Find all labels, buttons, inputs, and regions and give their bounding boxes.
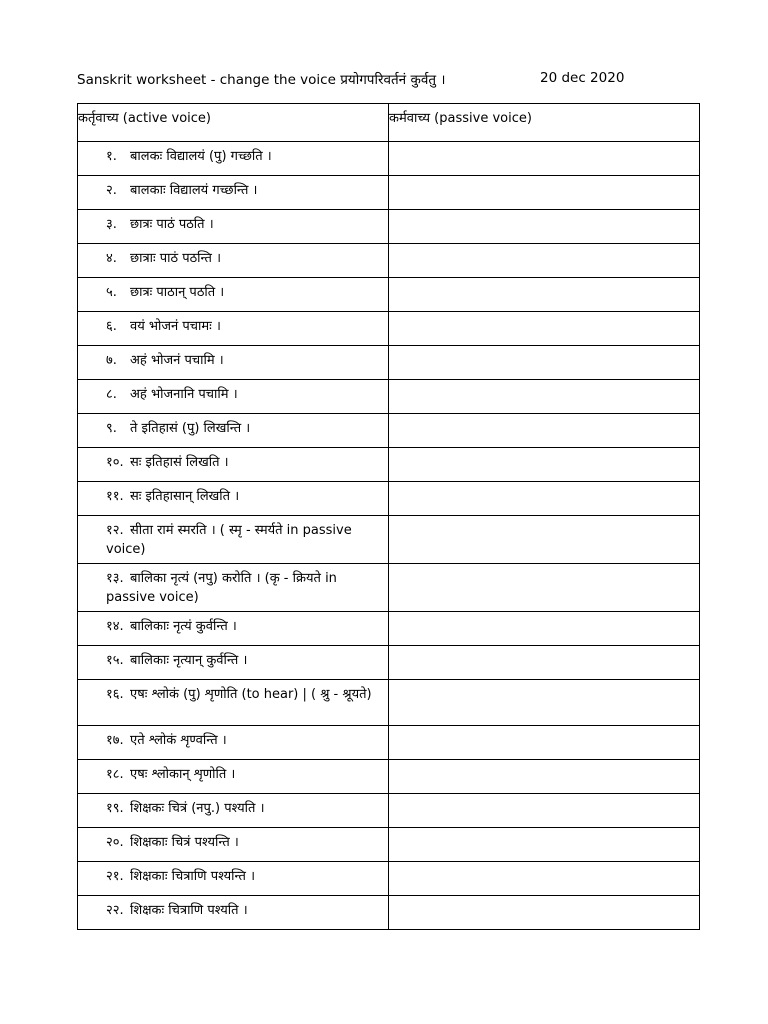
table-row <box>78 896 700 930</box>
question-text: शिक्षकः चित्राणि पश्यति । <box>130 903 248 918</box>
active-voice-cell <box>78 794 389 828</box>
active-voice-cell <box>78 380 389 414</box>
question-text: शिक्षकाः चित्रं पश्यन्ति । <box>130 835 239 850</box>
table-row <box>78 828 700 862</box>
worksheet-date: 20 dec 2020 <box>540 70 625 86</box>
question-text: एषः श्लोकान् शृणोति । <box>130 767 236 782</box>
question-number: ६. <box>106 319 117 334</box>
table-row <box>78 312 700 346</box>
question-text: सः इतिहासान् लिखति । <box>130 489 240 504</box>
question-text: ते इतिहासं (पु) लिखन्ति । <box>130 421 251 436</box>
question-text: सः इतिहासं लिखति । <box>130 455 229 470</box>
table-row <box>78 278 700 312</box>
active-voice-cell <box>78 142 389 176</box>
passive-voice-answer-cell[interactable] <box>389 414 700 448</box>
passive-voice-answer-cell[interactable] <box>389 646 700 680</box>
question-number: १४. <box>106 619 124 634</box>
question-number: २. <box>106 183 117 198</box>
question-text: बालिकाः नृत्यं कुर्वन्ति । <box>130 619 237 634</box>
passive-voice-answer-cell[interactable] <box>389 760 700 794</box>
active-voice-cell <box>78 244 389 278</box>
table-row <box>78 142 700 176</box>
question-text: छात्रः पाठान् पठति । <box>130 285 225 300</box>
question-text: अहं भोजनं पचामि । <box>130 353 224 368</box>
active-voice-cell <box>78 862 389 896</box>
passive-voice-answer-cell[interactable] <box>389 448 700 482</box>
question-number: १७. <box>106 733 124 748</box>
worksheet-header <box>77 70 699 90</box>
question-text: एते श्लोकं शृण्वन्ति । <box>130 733 227 748</box>
passive-voice-answer-cell[interactable] <box>389 346 700 380</box>
question-text: बालकः विद्यालयं (पु) गच्छति । <box>130 149 272 164</box>
active-voice-cell <box>78 646 389 680</box>
question-number: १३. <box>106 571 124 586</box>
table-header-row <box>78 104 700 142</box>
question-text: शिक्षकः चित्रं (नपु.) पश्यति । <box>130 801 265 816</box>
active-voice-cell <box>78 726 389 760</box>
question-text: बालिकाः नृत्यान् कुर्वन्ति । <box>130 653 248 668</box>
table-row <box>78 680 700 726</box>
passive-voice-answer-cell[interactable] <box>389 312 700 346</box>
active-voice-cell <box>78 760 389 794</box>
active-voice-cell <box>78 564 389 612</box>
passive-voice-answer-cell[interactable] <box>389 828 700 862</box>
table-row <box>78 612 700 646</box>
passive-voice-answer-cell[interactable] <box>389 612 700 646</box>
active-voice-cell <box>78 828 389 862</box>
table-row <box>78 414 700 448</box>
question-number: १९. <box>106 801 124 816</box>
active-voice-cell <box>78 680 389 726</box>
question-number: ९. <box>106 421 117 436</box>
question-number: ५. <box>106 285 117 300</box>
active-voice-cell <box>78 346 389 380</box>
passive-voice-answer-cell[interactable] <box>389 210 700 244</box>
question-number: १०. <box>106 455 124 470</box>
question-text: छात्रः पाठं पठति । <box>130 217 214 232</box>
passive-voice-answer-cell[interactable] <box>389 142 700 176</box>
table-row <box>78 244 700 278</box>
active-voice-cell <box>78 278 389 312</box>
column-header-passive-voice: कर्मवाच्य (passive voice) <box>389 104 700 142</box>
question-number: १२. <box>106 523 124 538</box>
table-row <box>78 564 700 612</box>
passive-voice-answer-cell[interactable] <box>389 726 700 760</box>
question-text: शिक्षकाः चित्राणि पश्यन्ति । <box>130 869 255 884</box>
table-row <box>78 516 700 564</box>
column-header-active-voice: कर्तृवाच्य (active voice) <box>78 104 389 142</box>
table-row <box>78 380 700 414</box>
table-row <box>78 760 700 794</box>
active-voice-cell <box>78 896 389 930</box>
table-row <box>78 482 700 516</box>
passive-voice-answer-cell[interactable] <box>389 516 700 564</box>
passive-voice-answer-cell[interactable] <box>389 278 700 312</box>
active-voice-cell <box>78 312 389 346</box>
passive-voice-answer-cell[interactable] <box>389 896 700 930</box>
passive-voice-answer-cell[interactable] <box>389 862 700 896</box>
question-text: छात्राः पाठं पठन्ति । <box>130 251 221 266</box>
active-voice-cell <box>78 414 389 448</box>
active-voice-cell <box>78 176 389 210</box>
voice-change-table <box>77 103 700 930</box>
question-text: बालकाः विद्यालयं गच्छन्ति । <box>130 183 258 198</box>
active-voice-cell <box>78 516 389 564</box>
question-text: सीता रामं स्मरति । ( स्मृ - स्मर्यते in passive voice) <box>106 523 352 557</box>
active-voice-cell <box>78 210 389 244</box>
table-row <box>78 346 700 380</box>
question-text: बालिका नृत्यं (नपु) करोति । (कृ - क्रियते in passive voice) <box>106 571 337 605</box>
question-number: १५. <box>106 653 124 668</box>
table-row <box>78 176 700 210</box>
question-number: १६. <box>106 687 124 702</box>
passive-voice-answer-cell[interactable] <box>389 176 700 210</box>
question-number: ८. <box>106 387 117 402</box>
passive-voice-answer-cell[interactable] <box>389 244 700 278</box>
question-number: २१. <box>106 869 124 884</box>
question-number: ७. <box>106 353 117 368</box>
passive-voice-answer-cell[interactable] <box>389 794 700 828</box>
question-text: एषः श्लोकं (पु) शृणोति (to hear) | ( श्रु - श्रूयते) <box>130 687 372 702</box>
passive-voice-answer-cell[interactable] <box>389 564 700 612</box>
question-number: २०. <box>106 835 124 850</box>
table-row <box>78 448 700 482</box>
table-body <box>78 142 700 930</box>
question-text: अहं भोजनानि पचामि । <box>130 387 238 402</box>
question-number: १. <box>106 149 117 164</box>
passive-voice-answer-cell[interactable] <box>389 482 700 516</box>
worksheet-title: Sanskrit worksheet - change the voice प्रयोगपरिवर्तनं कुर्वतु । <box>77 72 446 88</box>
question-number: ३. <box>106 217 117 232</box>
active-voice-cell <box>78 448 389 482</box>
question-number: ४. <box>106 251 117 266</box>
passive-voice-answer-cell[interactable] <box>389 680 700 726</box>
table-row <box>78 862 700 896</box>
table-row <box>78 210 700 244</box>
question-number: १८. <box>106 767 124 782</box>
active-voice-cell <box>78 612 389 646</box>
table-row <box>78 726 700 760</box>
active-voice-cell <box>78 482 389 516</box>
table-row <box>78 646 700 680</box>
table-row <box>78 794 700 828</box>
question-text: वयं भोजनं पचामः । <box>130 319 221 334</box>
question-number: २२. <box>106 903 124 918</box>
passive-voice-answer-cell[interactable] <box>389 380 700 414</box>
question-number: ११. <box>106 489 124 504</box>
